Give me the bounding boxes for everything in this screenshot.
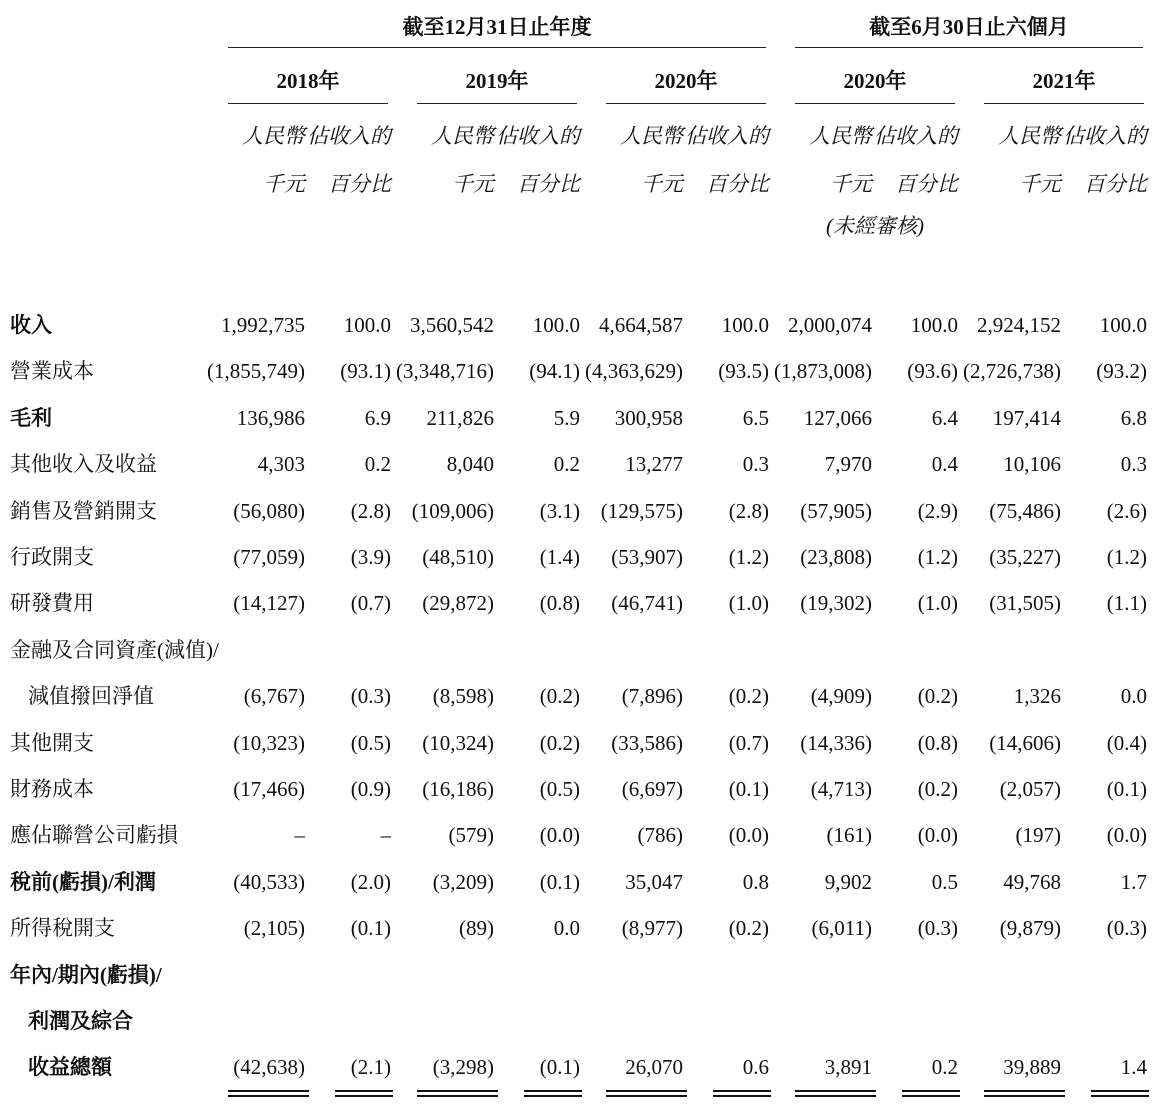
- pct-cell: 100.0: [721, 313, 769, 337]
- pct-cell: (0.2): [917, 777, 958, 801]
- pct-cell: 0.6: [742, 1055, 769, 1080]
- amount-cell: 3,891: [824, 1055, 872, 1080]
- table-row: [0, 580, 1154, 626]
- pct-cell: (1.0): [917, 591, 958, 616]
- amount-cell: (197): [1015, 823, 1061, 848]
- amount-cell: (129,575): [600, 498, 683, 523]
- pct-cell: 6.4: [931, 405, 958, 430]
- pct-cell: (93.5): [718, 359, 769, 384]
- pct-cell: 6.8: [1120, 405, 1147, 430]
- total-double-underline: [1091, 1090, 1149, 1097]
- pct-cell: (1.2): [1106, 545, 1147, 569]
- year-header: [606, 64, 766, 104]
- amount-cell: (10,323): [233, 730, 305, 755]
- amount-cell: (1,855,749): [207, 359, 305, 384]
- pct-cell: (3.9): [350, 545, 391, 569]
- table-row: [0, 766, 1154, 812]
- amount-cell: (77,059): [233, 545, 305, 569]
- pct-cell: (0.2): [728, 916, 769, 941]
- col-header-line: 百分比: [1084, 172, 1147, 196]
- amount-cell: (16,186): [422, 777, 494, 801]
- amount-cell: (2,105): [243, 916, 305, 941]
- pct-cell: (2.8): [350, 498, 391, 523]
- table-row: [0, 441, 1154, 487]
- amount-cell: (6,697): [621, 777, 683, 801]
- year-label: 2018年: [276, 69, 340, 93]
- pct-cell: (93.6): [907, 359, 958, 384]
- amount-cell: 10,106: [1003, 452, 1061, 477]
- pct-cell: 100.0: [343, 313, 391, 337]
- table-row: [0, 859, 1154, 905]
- row-label: 年內/期內(虧損)/: [10, 962, 162, 987]
- pct-cell: (2.1): [350, 1055, 391, 1080]
- pct-cell: 0.3: [742, 452, 769, 477]
- pct-cell: (2.6): [1106, 498, 1147, 523]
- amount-cell: 13,277: [625, 452, 683, 477]
- table-row: [0, 952, 1154, 998]
- table-row: [0, 905, 1154, 951]
- amount-cell: (75,486): [989, 498, 1061, 523]
- amount-cell: 4,303: [257, 452, 305, 477]
- pct-cell: (0.7): [728, 730, 769, 755]
- table-row: [0, 1044, 1154, 1090]
- amount-cell: (14,336): [800, 730, 872, 755]
- pct-cell: (0.2): [728, 684, 769, 709]
- table-row: [0, 534, 1154, 580]
- year-label: 2021年: [1032, 69, 1096, 93]
- col-header-line: 百分比: [328, 172, 391, 196]
- pct-cell: 100.0: [532, 313, 580, 337]
- amount-cell: 39,889: [1003, 1055, 1061, 1080]
- pct-cell: (94.1): [529, 359, 580, 384]
- pct-cell: (2.9): [917, 498, 958, 523]
- amount-cell: (42,638): [233, 1055, 305, 1080]
- row-label: 收益總額: [28, 1055, 112, 1080]
- col-header-line: 佔收入的: [685, 124, 769, 148]
- amount-cell: (6,767): [243, 684, 305, 709]
- pct-cell: (0.2): [917, 684, 958, 709]
- pct-cell: (0.2): [539, 730, 580, 755]
- unaudited-note: (未經審核): [826, 214, 924, 238]
- amount-cell: 2,000,074: [788, 313, 872, 337]
- col-header-line: 人民幣: [809, 124, 872, 148]
- amount-cell: (17,466): [233, 777, 305, 801]
- amount-cell: (579): [448, 823, 494, 848]
- pct-cell: (0.3): [917, 916, 958, 941]
- row-label: 毛利: [10, 405, 52, 430]
- pct-cell: 0.2: [364, 452, 391, 477]
- table-row: [0, 348, 1154, 394]
- amount-cell: 1,992,735: [221, 313, 305, 337]
- row-label: 其他開支: [10, 730, 94, 755]
- row-label: 研發費用: [10, 591, 94, 616]
- amount-cell: 7,970: [824, 452, 872, 477]
- table-row: [0, 488, 1154, 534]
- year-header: [795, 64, 955, 104]
- pct-cell: (0.8): [539, 591, 580, 616]
- period-underline: [795, 47, 1143, 48]
- amount-cell: (56,080): [233, 498, 305, 523]
- pct-cell: 0.5: [931, 869, 958, 894]
- col-header-line: 佔收入的: [874, 124, 958, 148]
- period-header-full-year: [228, 12, 766, 48]
- pct-cell: (0.1): [539, 1055, 580, 1080]
- total-double-underline: [795, 1090, 876, 1097]
- col-header-line: 佔收入的: [1063, 124, 1147, 148]
- amount-cell: (4,363,629): [585, 359, 683, 384]
- amount-cell: (48,510): [422, 545, 494, 569]
- col-header-line: 佔收入的: [496, 124, 580, 148]
- pct-cell: 1.7: [1120, 869, 1147, 894]
- pct-cell: (0.3): [1106, 916, 1147, 941]
- year-header: [984, 64, 1144, 104]
- amount-cell: (4,909): [810, 684, 872, 709]
- row-label: 營業成本: [10, 359, 94, 384]
- amount-cell: (23,808): [800, 545, 872, 569]
- total-double-underline: [228, 1090, 309, 1097]
- pct-cell: (0.2): [539, 684, 580, 709]
- amount-cell: (57,905): [800, 498, 872, 523]
- year-header: [228, 64, 388, 104]
- total-double-underline: [902, 1090, 960, 1097]
- col-header-rmb: [242, 112, 305, 208]
- pct-cell: (93.2): [1096, 359, 1147, 384]
- pct-cell: (1.2): [917, 545, 958, 569]
- year-header: [417, 64, 577, 104]
- amount-cell: (3,209): [432, 869, 494, 894]
- amount-cell: (10,324): [422, 730, 494, 755]
- col-header-line: 佔收入的: [307, 124, 391, 148]
- pct-cell: (1.1): [1106, 591, 1147, 616]
- row-label: 稅前(虧損)/利潤: [10, 869, 156, 894]
- amount-cell: (19,302): [800, 591, 872, 616]
- pct-cell: (0.0): [728, 823, 769, 848]
- row-label: 利潤及綜合: [28, 1009, 133, 1033]
- pct-cell: 0.2: [931, 1055, 958, 1080]
- year-label: 2019年: [465, 69, 529, 93]
- row-label: 所得稅開支: [10, 916, 115, 941]
- col-header-line: 人民幣: [998, 124, 1061, 148]
- amount-cell: 136,986: [236, 405, 305, 430]
- total-double-underline: [335, 1090, 393, 1097]
- col-header-line: 千元: [1019, 172, 1061, 196]
- period-label: 截至12月31日止年度: [402, 15, 592, 39]
- pct-cell: –: [380, 823, 391, 848]
- pct-cell: 6.5: [742, 405, 769, 430]
- row-label: 收入: [10, 313, 52, 337]
- total-double-underline: [417, 1090, 498, 1097]
- amount-cell: (35,227): [989, 545, 1061, 569]
- col-header-pct: [874, 112, 958, 208]
- amount-cell: (33,586): [611, 730, 683, 755]
- amount-cell: 4,664,587: [599, 313, 683, 337]
- pct-cell: (3.1): [539, 498, 580, 523]
- table-row: [0, 998, 1154, 1044]
- pct-cell: 0.4: [931, 452, 958, 477]
- table-row: [0, 720, 1154, 766]
- period-underline: [228, 47, 766, 48]
- col-header-pct: [307, 112, 391, 208]
- pct-cell: 0.2: [553, 452, 580, 477]
- pct-cell: (1.0): [728, 591, 769, 616]
- col-header-rmb: [809, 112, 872, 208]
- amount-cell: 300,958: [614, 405, 683, 430]
- pct-cell: 6.9: [364, 405, 391, 430]
- amount-cell: (46,741): [611, 591, 683, 616]
- year-label: 2020年: [843, 69, 907, 93]
- pct-cell: (0.0): [1106, 823, 1147, 848]
- amount-cell: (9,879): [999, 916, 1061, 941]
- col-header-line: 千元: [452, 172, 494, 196]
- amount-cell: (3,348,716): [396, 359, 494, 384]
- amount-cell: (29,872): [422, 591, 494, 616]
- pct-cell: (1.4): [539, 545, 580, 569]
- pct-cell: 0.0: [553, 916, 580, 941]
- amount-cell: (14,606): [989, 730, 1061, 755]
- pct-cell: 5.9: [553, 405, 580, 430]
- amount-cell: 211,826: [426, 405, 494, 430]
- amount-cell: (53,907): [611, 545, 683, 569]
- amount-cell: 197,414: [992, 405, 1061, 430]
- pct-cell: (2.8): [728, 498, 769, 523]
- amount-cell: (2,057): [999, 777, 1061, 801]
- amount-cell: (8,598): [432, 684, 494, 709]
- amount-cell: (3,298): [432, 1055, 494, 1080]
- total-double-underline: [984, 1090, 1065, 1097]
- pct-cell: (0.9): [350, 777, 391, 801]
- amount-cell: (31,505): [989, 591, 1061, 616]
- pct-cell: (0.8): [917, 730, 958, 755]
- pct-cell: 100.0: [910, 313, 958, 337]
- amount-cell: 35,047: [625, 869, 683, 894]
- col-header-rmb: [620, 112, 683, 208]
- amount-cell: –: [294, 823, 305, 848]
- pct-cell: (0.7): [350, 591, 391, 616]
- col-header-line: 千元: [263, 172, 305, 196]
- amount-cell: 3,560,542: [410, 313, 494, 337]
- pct-cell: (1.2): [728, 545, 769, 569]
- pct-cell: (0.1): [350, 916, 391, 941]
- amount-cell: (7,896): [621, 684, 683, 709]
- pct-cell: (0.1): [728, 777, 769, 801]
- pct-cell: (0.3): [350, 684, 391, 709]
- pct-cell: 0.0: [1120, 684, 1147, 709]
- col-header-line: 百分比: [517, 172, 580, 196]
- pct-cell: (0.1): [1106, 777, 1147, 801]
- pct-cell: (0.0): [917, 823, 958, 848]
- amount-cell: (6,011): [811, 916, 872, 941]
- col-header-rmb: [998, 112, 1061, 208]
- amount-cell: (4,713): [810, 777, 872, 801]
- pct-cell: (0.0): [539, 823, 580, 848]
- amount-cell: (1,873,008): [774, 359, 872, 384]
- period-header-six-months: [795, 12, 1143, 48]
- pct-cell: (93.1): [340, 359, 391, 384]
- table-row: [0, 673, 1154, 719]
- pct-cell: 100.0: [1099, 313, 1147, 337]
- pct-cell: 1.4: [1120, 1055, 1147, 1080]
- amount-cell: 8,040: [446, 452, 494, 477]
- amount-cell: (89): [459, 916, 494, 941]
- row-label: 銷售及營銷開支: [10, 498, 157, 523]
- amount-cell: 26,070: [625, 1055, 683, 1080]
- col-header-line: 人民幣: [620, 124, 683, 148]
- amount-cell: (2,726,738): [963, 359, 1061, 384]
- amount-cell: 9,902: [824, 869, 872, 894]
- col-header-line: 人民幣: [242, 124, 305, 148]
- col-header-line: 百分比: [706, 172, 769, 196]
- table-row: [0, 627, 1154, 673]
- amount-cell: 127,066: [803, 405, 872, 430]
- pct-cell: (0.4): [1106, 730, 1147, 755]
- col-header-pct: [685, 112, 769, 208]
- year-label: 2020年: [654, 69, 718, 93]
- col-header-line: 百分比: [895, 172, 958, 196]
- col-header-line: 千元: [641, 172, 683, 196]
- pct-cell: (0.5): [539, 777, 580, 801]
- col-header-line: 千元: [830, 172, 872, 196]
- col-header-pct: [496, 112, 580, 208]
- pct-cell: (2.0): [350, 869, 391, 894]
- amount-cell: (40,533): [233, 869, 305, 894]
- col-header-rmb: [431, 112, 494, 208]
- total-double-underline: [606, 1090, 687, 1097]
- col-header-line: 人民幣: [431, 124, 494, 148]
- amount-cell: (14,127): [233, 591, 305, 616]
- amount-cell: (786): [637, 823, 683, 848]
- total-double-underline: [524, 1090, 582, 1097]
- col-header-pct: [1063, 112, 1147, 208]
- amount-cell: 49,768: [1003, 869, 1061, 894]
- amount-cell: (161): [826, 823, 872, 848]
- pct-cell: (0.1): [539, 869, 580, 894]
- amount-cell: (109,006): [411, 498, 494, 523]
- row-label: 財務成本: [10, 777, 94, 801]
- amount-cell: (8,977): [621, 916, 683, 941]
- pct-cell: 0.8: [742, 869, 769, 894]
- table-row: [0, 302, 1154, 348]
- period-label: 截至6月30日止六個月: [869, 15, 1069, 39]
- pct-cell: 0.3: [1120, 452, 1147, 477]
- row-label: 減值撥回淨值: [28, 684, 154, 709]
- table-row: [0, 812, 1154, 858]
- amount-cell: 1,326: [1013, 684, 1061, 709]
- row-label: 其他收入及收益: [10, 452, 157, 477]
- total-double-underline: [713, 1090, 771, 1097]
- row-label: 行政開支: [10, 545, 94, 569]
- pct-cell: (0.5): [350, 730, 391, 755]
- row-label: 金融及合同資產(減值)/: [10, 637, 219, 662]
- table-row: [0, 395, 1154, 441]
- amount-cell: 2,924,152: [977, 313, 1061, 337]
- row-label: 應佔聯營公司虧損: [10, 823, 178, 848]
